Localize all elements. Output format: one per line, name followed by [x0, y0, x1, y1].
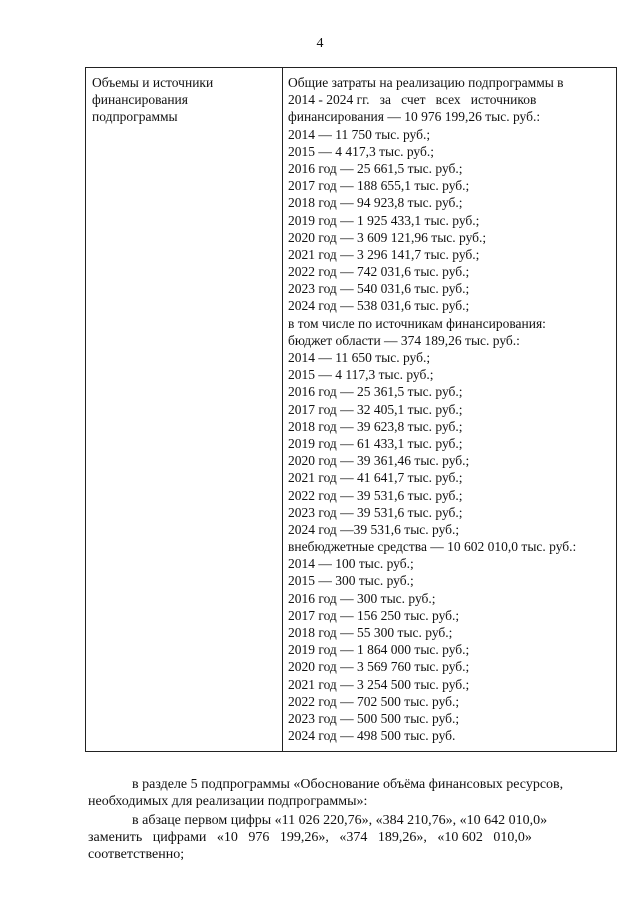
- funding-table: [85, 67, 617, 752]
- right-cell-line: 2020 год — 3 569 760 тыс. руб.;: [288, 659, 470, 675]
- left-cell-line: Объемы и источники: [92, 75, 214, 90]
- right-cell-line: 2014 — 11 750 тыс. руб.;: [288, 126, 431, 142]
- page-number: 4: [316, 36, 324, 51]
- paragraph-line: необходимых для реализации подпрограммы»:: [88, 794, 368, 809]
- right-cell-line: 2021 год — 3 254 500 тыс. руб.;: [288, 676, 470, 692]
- right-cell-line: 2024 год — 538 031,6 тыс. руб.;: [288, 298, 470, 314]
- right-cell-line: финансирования — 10 976 199,26 тыс. руб.:: [288, 109, 541, 125]
- right-cell-line: 2023 год — 39 531,6 тыс. руб.;: [288, 504, 463, 520]
- right-cell-line: 2021 год — 41 641,7 тыс. руб.;: [288, 470, 463, 486]
- right-cell-line: 2023 год — 540 031,6 тыс. руб.;: [288, 281, 470, 297]
- right-cell-line: 2020 год — 39 361,46 тыс. руб.;: [288, 453, 470, 469]
- right-cell-line: 2019 год — 61 433,1 тыс. руб.;: [288, 435, 463, 451]
- right-cell-line: 2017 год — 188 655,1 тыс. руб.;: [288, 178, 470, 194]
- right-cell-line: 2018 год — 39 623,8 тыс. руб.;: [288, 418, 463, 434]
- right-cell-line: 2022 год — 39 531,6 тыс. руб.;: [288, 487, 463, 503]
- paragraph-line: заменить цифрами «10 976 199,26», «374 189,26», «10 602 010,0»: [88, 830, 532, 845]
- right-cell-line: 2016 год — 300 тыс. руб.;: [288, 590, 436, 606]
- right-cell-line: Общие затраты на реализацию подпрограммы в: [288, 75, 564, 90]
- right-cell-line: в том числе по источникам финансирования:: [288, 315, 546, 331]
- right-cell-line: 2018 год — 55 300 тыс. руб.;: [288, 625, 453, 640]
- table-column-divider: [282, 68, 283, 751]
- right-cell-line: внебюджетные средства — 10 602 010,0 тыс. руб.:: [288, 539, 577, 555]
- right-cell-line: 2019 год — 1 925 433,1 тыс. руб.;: [288, 212, 480, 228]
- right-cell-line: 2016 год — 25 661,5 тыс. руб.;: [288, 160, 463, 176]
- paragraph-replace-figures: [88, 812, 614, 863]
- right-cell-line: 2020 год — 3 609 121,96 тыс. руб.;: [288, 229, 487, 245]
- right-cell-line: 2019 год — 1 864 000 тыс. руб.;: [288, 642, 470, 658]
- paragraph-section-5: [88, 776, 614, 810]
- right-cell-line: 2018 год — 94 923,8 тыс. руб.;: [288, 195, 463, 211]
- right-cell-line: 2014 — 100 тыс. руб.;: [288, 556, 414, 572]
- right-cell-line: 2014 - 2024 гг. за счет всех источников: [288, 92, 537, 108]
- left-cell-line: финансирования: [92, 92, 188, 108]
- right-cell-line: 2024 год — 498 500 тыс. руб.: [288, 728, 456, 744]
- right-cell-line: 2015 — 4 117,3 тыс. руб.;: [288, 367, 434, 383]
- right-cell-line: 2024 год —39 531,6 тыс. руб.;: [288, 521, 460, 537]
- right-cell-line: 2022 год — 742 031,6 тыс. руб.;: [288, 264, 470, 280]
- table-left-cell: [92, 74, 272, 126]
- right-cell-line: 2014 — 11 650 тыс. руб.;: [288, 350, 431, 365]
- left-cell-line: подпрограммы: [92, 109, 178, 125]
- right-cell-line: 2016 год — 25 361,5 тыс. руб.;: [288, 384, 463, 400]
- right-cell-line: бюджет области — 374 189,26 тыс. руб.:: [288, 332, 520, 348]
- paragraph-line: соответственно;: [88, 847, 185, 862]
- right-cell-line: 2015 — 300 тыс. руб.;: [288, 573, 414, 589]
- table-right-cell: [288, 74, 612, 744]
- right-cell-line: 2021 год — 3 296 141,7 тыс. руб.;: [288, 246, 480, 262]
- right-cell-line: 2022 год — 702 500 тыс. руб.;: [288, 693, 460, 709]
- right-cell-line: 2017 год — 156 250 тыс. руб.;: [288, 607, 460, 623]
- right-cell-line: 2015 — 4 417,3 тыс. руб.;: [288, 143, 434, 159]
- right-cell-line: 2023 год — 500 500 тыс. руб.;: [288, 710, 460, 726]
- right-cell-line: 2017 год — 32 405,1 тыс. руб.;: [288, 401, 463, 417]
- paragraph-line: в абзаце первом цифры «11 026 220,76», «384 210,76», «10 642 010,0»: [132, 813, 548, 828]
- paragraph-line: в разделе 5 подпрограммы «Обоснование объёма финансовых ресурсов,: [132, 777, 564, 792]
